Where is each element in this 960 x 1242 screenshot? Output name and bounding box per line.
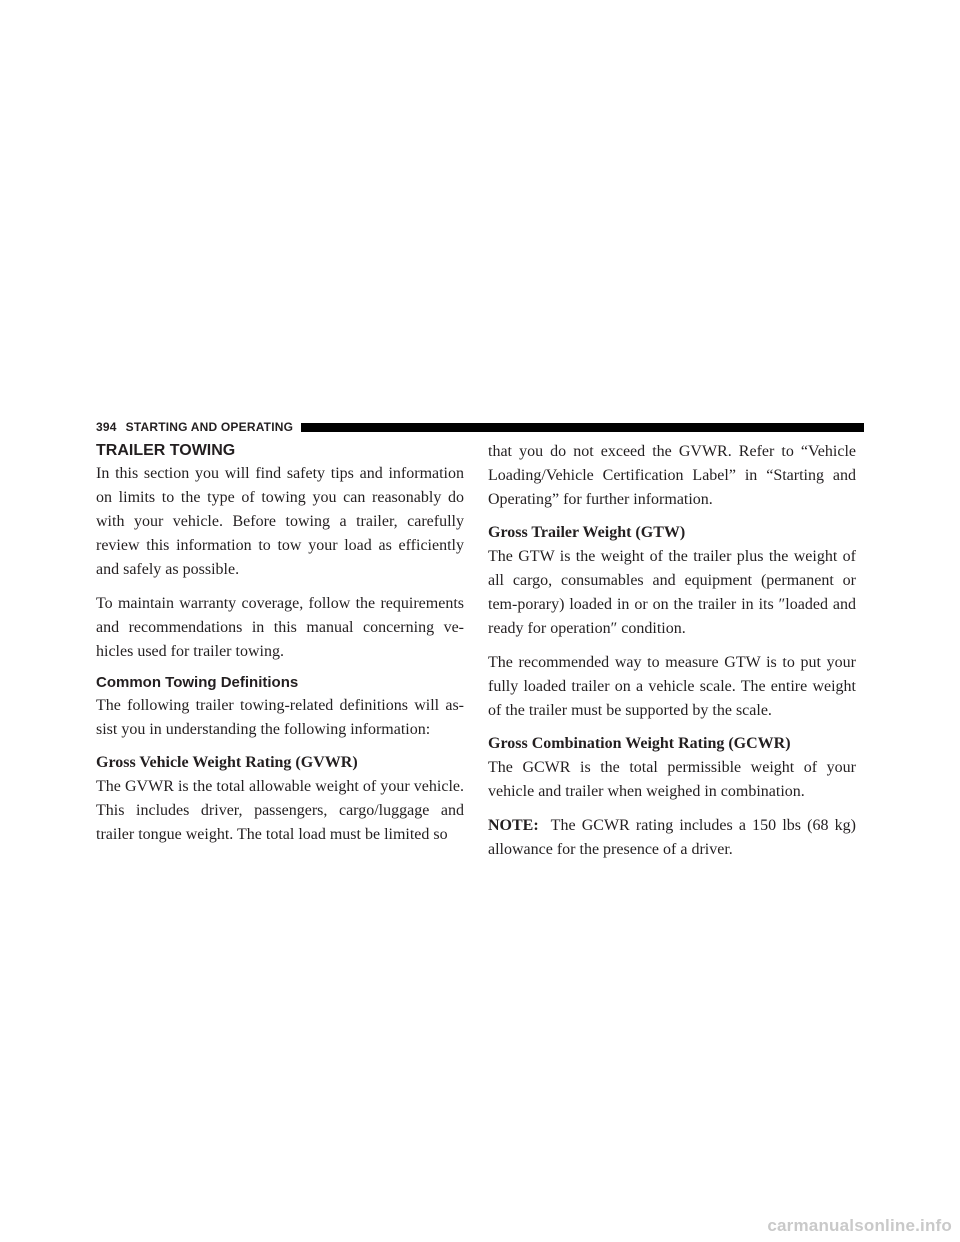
intro-paragraph: In this section you will find safety tips and information on limits to the type of towing you can reasonably do with your vehicle. Before towing a trailer, carefully review this information to tow your load as efficiently and safely as possible. — [96, 465, 464, 578]
gcwr-heading: Gross Combination Weight Rating (GCWR) — [488, 735, 791, 752]
gvwr-continued: that you do not exceed the GVWR. Refer to “Vehicle Loading/Vehicle Certification Label” in “Starting and Operating” for further information. — [488, 443, 856, 508]
note-label: NOTE: — [488, 817, 539, 834]
gtw-paragraph: The GTW is the weight of the trailer plus the weight of all cargo, consumables and equipment (permanent or tem-porary) loaded in or on the trailer in its ″loaded and ready for operation″ condition. — [488, 548, 856, 637]
section-heading: TRAILER TOWING — [96, 442, 236, 459]
right-column — [488, 440, 856, 862]
gvwr-paragraph: The GVWR is the total allowable weight of your vehicle. This includes driver, passengers, cargo/luggage and trailer tongue weight. The total load must be limited so — [96, 778, 464, 843]
header-rule — [301, 423, 864, 432]
definitions-intro: The following trailer towing-related definitions will as-sist you in understanding the following information: — [96, 697, 464, 738]
gvwr-heading: Gross Vehicle Weight Rating (GVWR) — [96, 754, 358, 771]
section-title: STARTING AND OPERATING — [125, 420, 294, 434]
note-paragraph — [488, 814, 856, 862]
gtw-heading: Gross Trailer Weight (GTW) — [488, 524, 686, 541]
gtw-measure-paragraph: The recommended way to measure GTW is to put your fully loaded trailer on a vehicle scale. The entire weight of the trailer must be supported by the scale. — [488, 654, 856, 719]
left-column — [96, 440, 464, 847]
subsection-heading: Common Towing Definitions — [96, 674, 299, 691]
warranty-paragraph: To maintain warranty coverage, follow the requirements and recommendations in this manual concerning ve-hicles used for trailer towing. — [96, 595, 464, 660]
page-number: 394 — [96, 420, 117, 434]
watermark: carmanualsonline.info — [767, 1216, 952, 1235]
page-header — [96, 418, 864, 436]
gcwr-paragraph: The GCWR is the total permissible weight of your vehicle and trailer when weighed in combination. — [488, 759, 856, 800]
note-text: The GCWR rating includes a 150 lbs (68 kg) allowance for the presence of a driver. — [488, 817, 856, 858]
